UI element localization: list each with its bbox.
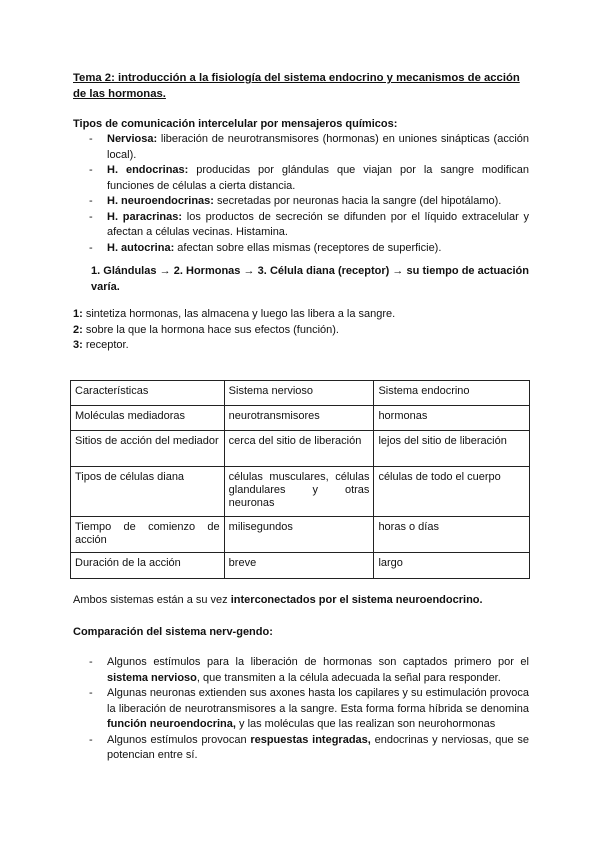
table-cell: células de todo el cuerpo	[374, 467, 530, 517]
list-item: - Nerviosa: liberación de neurotransmisores (hormonas) en uniones sinápticas (acción local).	[73, 132, 529, 163]
section-heading-comparison: Comparación del sistema nerv-gendo:	[73, 626, 273, 638]
list-item: - Algunos estímulos para la liberación de hormonas son captados primero por el sistema nervioso, que transmiten a la célula adecuada la señal para responder.	[73, 655, 529, 686]
interconnection-statement: Ambos sistemas están a su vez interconectados por el sistema neuroendocrino.	[73, 594, 483, 606]
table-row	[71, 517, 530, 553]
table-cell: Sistema nervioso	[224, 381, 374, 406]
list-item: - Algunos estímulos provocan respuestas integradas, endocrinas y nerviosas, que se potencian entre sí.	[73, 733, 529, 764]
section-heading-communication: Tipos de comunicación intercelular por mensajeros químicos:	[73, 118, 398, 130]
note-item: 3: receptor.	[73, 339, 129, 351]
list-item: - Algunas neuronas extienden sus axones hasta los capilares y su estimulación provoca la liberación de neurotransmisores a la sangre. Esta forma forma híbrida se denomina función neuroendocrina, y las moléculas que las realizan son neurohormonas	[73, 686, 529, 733]
list-item: - H. neuroendocrinas: secretadas por neuronas hacia la sangre (del hipotálamo).	[73, 194, 529, 210]
table-cell: breve	[224, 553, 374, 579]
table-cell: horas o días	[374, 517, 530, 553]
table-cell: Tipos de células diana	[71, 467, 225, 517]
table-cell: Duración de la acción	[71, 553, 225, 579]
table-cell: Tiempo de comienzo de acción	[71, 517, 225, 553]
table-cell: Moléculas mediadoras	[71, 406, 225, 431]
table-cell: milisegundos	[224, 517, 374, 553]
table-cell: Sitios de acción del mediador	[71, 431, 225, 467]
table-cell: hormonas	[374, 406, 530, 431]
list-item: - H. endocrinas: producidas por glándulas que viajan por la sangre modifican funciones de células a cierta distancia.	[73, 163, 529, 194]
comparison-list	[73, 655, 529, 764]
communication-types-list	[73, 132, 529, 256]
table-cell: Características	[71, 381, 225, 406]
note-item: 1: sintetiza hormonas, las almacena y luego las libera a la sangre.	[73, 308, 396, 320]
table-cell: neurotransmisores	[224, 406, 374, 431]
page-title: Tema 2: introducción a la fisiología del sistema endocrino y mecanismos de acción de las hormonas.	[73, 72, 520, 100]
list-item: - H. paracrinas: los productos de secreción se difunden por el líquido extracelular y afectan a células vecinas. Histamina.	[73, 210, 529, 241]
table-cell: largo	[374, 553, 530, 579]
table-row	[71, 553, 530, 579]
table-row	[71, 381, 530, 406]
table-row	[71, 467, 530, 517]
table-row	[71, 431, 530, 467]
table-row	[71, 406, 530, 431]
sequence-statement: 1. Glándulas → 2. Hormonas → 3. Célula diana (receptor) → su tiempo de actuación varía.	[91, 265, 529, 293]
table-cell: lejos del sitio de liberación	[374, 431, 530, 467]
note-item: 2: sobre la que la hormona hace sus efectos (función).	[73, 323, 339, 336]
list-item: - H. autocrina: afectan sobre ellas mismas (receptores de superficie).	[73, 241, 529, 257]
table-cell: células musculares, células glandulares y otras neuronas	[224, 467, 374, 517]
comparison-table	[70, 380, 530, 579]
table-cell: cerca del sitio de liberación	[224, 431, 374, 467]
notes	[73, 307, 529, 354]
table-cell: Sistema endocrino	[374, 381, 530, 406]
